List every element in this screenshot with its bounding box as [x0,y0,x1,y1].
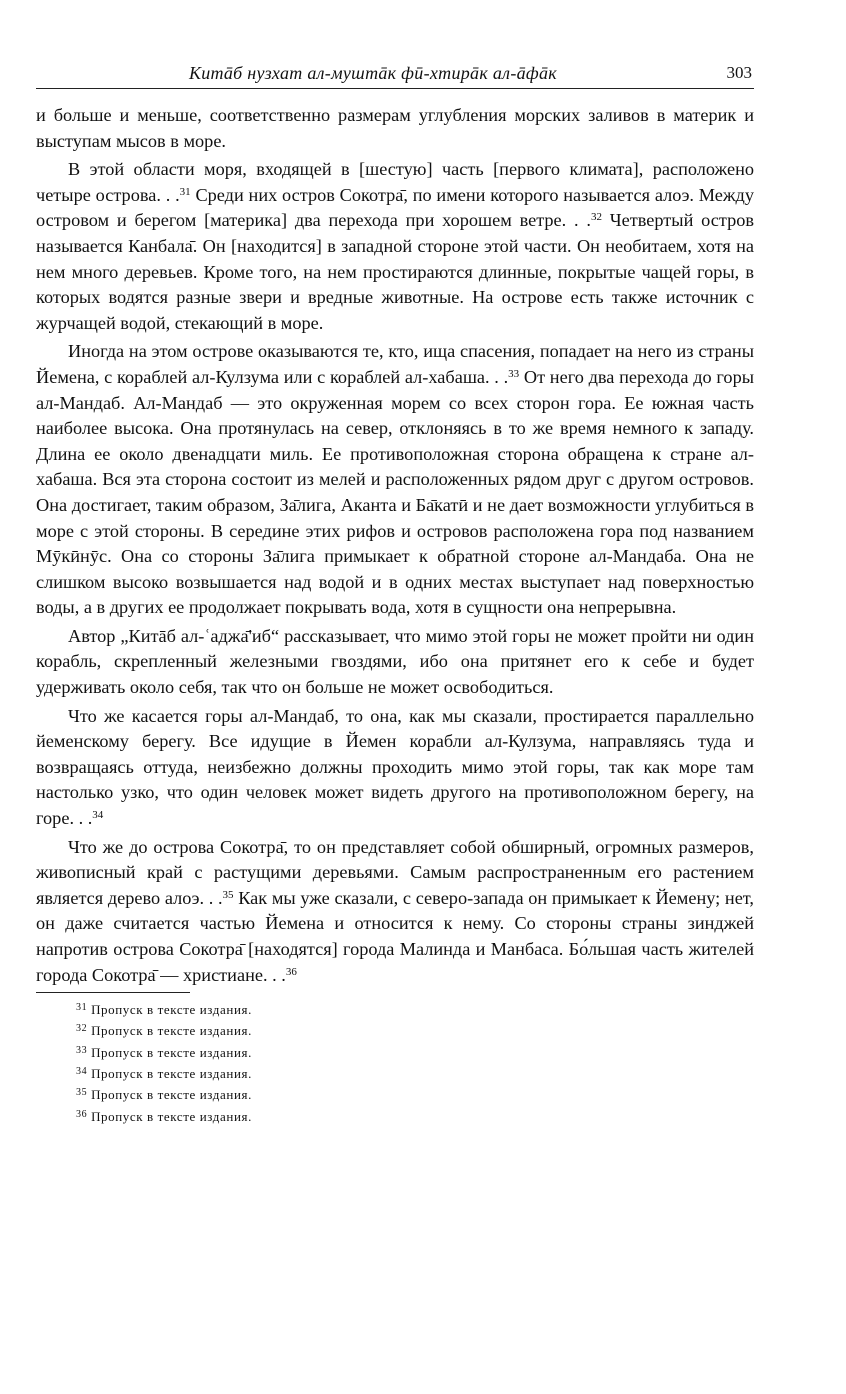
footnote-number: 34 [76,1066,88,1078]
footnote-text: Пропуск в тексте издания. [91,1044,252,1060]
footnote-ref: 32 [590,211,602,224]
paragraph [36,103,754,154]
footnote-number: 31 [76,1002,88,1014]
footnote-number: 32 [76,1023,88,1035]
paragraph [36,835,754,989]
paragraph-text: Автор „Китāб ал-ʿаджа̄'иб“ рассказывает, что мимо этой горы не может пройти ни один корабль, скрепленный железными гвоздями, ибо она притянет его к себе и будет удерживать около себя, так что он больше не может освободиться. [36,625,754,698]
footnote-text: Пропуск в тексте издания. [91,1066,252,1082]
footnote-number: 33 [76,1044,88,1056]
footnote [36,1106,754,1127]
body-text [36,103,754,988]
paragraph-text: Что же до острова Сокотра̄, то он представляет собой обширный, огромных размеров, живописный край с растущими деревьями. Самым распространенным его растением является дерево алоэ. . . [36,836,754,908]
footnote [36,1020,754,1041]
footnote [36,1042,754,1063]
page [36,62,754,1127]
paragraph-text: От него два перехода до горы ал-Мандаб. Ал-Мандаб — это окруженная морем со всех сторон гора. Ее южная часть наиболее высока. Она протянулась на север, отклоняясь в то же время немного к западу. Длина ее около двенадцати миль. Ее противоположная сторона обращена к стране ал-хабаша. Вся эта сторона состоит из мелей и расположенных рядом друг с другом островов. Она достигает, таким образом, За̄лига, Аканта и Ба̄катӣ и не дает возможности углубиться в море с этой стороны. В середине этих рифов и островов расположена гора под названием Мӯкӣнӯс. Она со стороны За̄лига примыкает к обратной стороне ал-Мандаба. Она не слишком высоко возвышается над водой и в одних местах выступает над поверхностью воды, а в других ее продолжает покрывать вода, хотя в сущности она непрерывна. [36,366,754,618]
footnote [36,1063,754,1084]
paragraph-text: Иногда на этом острове оказываются те, кто, ища спасения, попадает на него из страны Йемена, с кораблей ал-Кулзума или с кораблей ал-хабаша. . . [36,341,754,387]
footnote-text: Пропуск в тексте издания. [91,1108,252,1124]
footnote-ref: 31 [179,185,191,198]
footnote-text: Пропуск в тексте издания. [91,1087,252,1103]
paragraph [36,157,754,336]
paragraph-text: Четвертый остров называется Канбала̄. Он [находится] в западной стороне этой части. Он необитаем, хотя на нем много деревьев. Кроме того, на нем простираются длинные, покрытые чащей горы, в которых водятся разные звери и вредные животные. На острове есть также источник с журчащей водой, стекающий в море. [36,210,754,333]
paragraph [36,624,754,701]
footnote [36,1084,754,1105]
paragraph-text: Как мы уже сказали, с северо-запада он примыкает к Йемену; нет, он даже считается частью Йемена и относится к нему. Со стороны страны зинджей напротив острова Сокотра̄ [находятся] города Малинда и Манбаса. Бо́льшая часть жителей города Сокотра̄ — христиане. . . [36,887,754,985]
paragraph [36,704,754,832]
footnote-separator [36,992,190,993]
paragraph-text: и больше и меньше, соответственно размерам углубления морских заливов в материк и выступам мысов в море. [36,105,754,151]
footnote [36,999,754,1020]
page-number: 303 [726,63,752,82]
footnote-number: 35 [76,1087,88,1099]
running-title: Китāб нузхат ал-муштāк фӣ-хтирāк ал-āфāк [189,63,558,83]
footnote-text: Пропуск в тексте издания. [91,1023,252,1039]
paragraph [36,339,754,621]
footnote-ref: 35 [222,888,234,901]
paragraph-text: В этой области моря, входящей в [шестую] часть [первого климата], расположено четыре острова. . . [36,159,754,205]
running-header [36,62,754,89]
footnote-ref: 34 [92,809,104,822]
footnote-ref: 33 [508,367,520,380]
footnotes [36,999,754,1127]
footnote-number: 36 [76,1108,88,1120]
paragraph-text: Среди них остров Сокотра̄, по имени которого называется алоэ. Между островом и берегом [материка] два перехода при хорошем ветре. . . [36,184,754,231]
footnote-ref: 36 [285,965,297,978]
paragraph-text: Что же касается горы ал-Мандаб, то она, как мы сказали, простирается параллельно йеменскому берегу. Все идущие в Йемен корабли ал-Кулзума, направляясь туда и возвращаясь оттуда, неизбежно должны проходить мимо этой горы, так как море там настолько узко, что один человек может видеть другого на противоположном берегу, на горе. . . [36,705,754,829]
footnote-text: Пропуск в тексте издания. [91,1002,252,1018]
